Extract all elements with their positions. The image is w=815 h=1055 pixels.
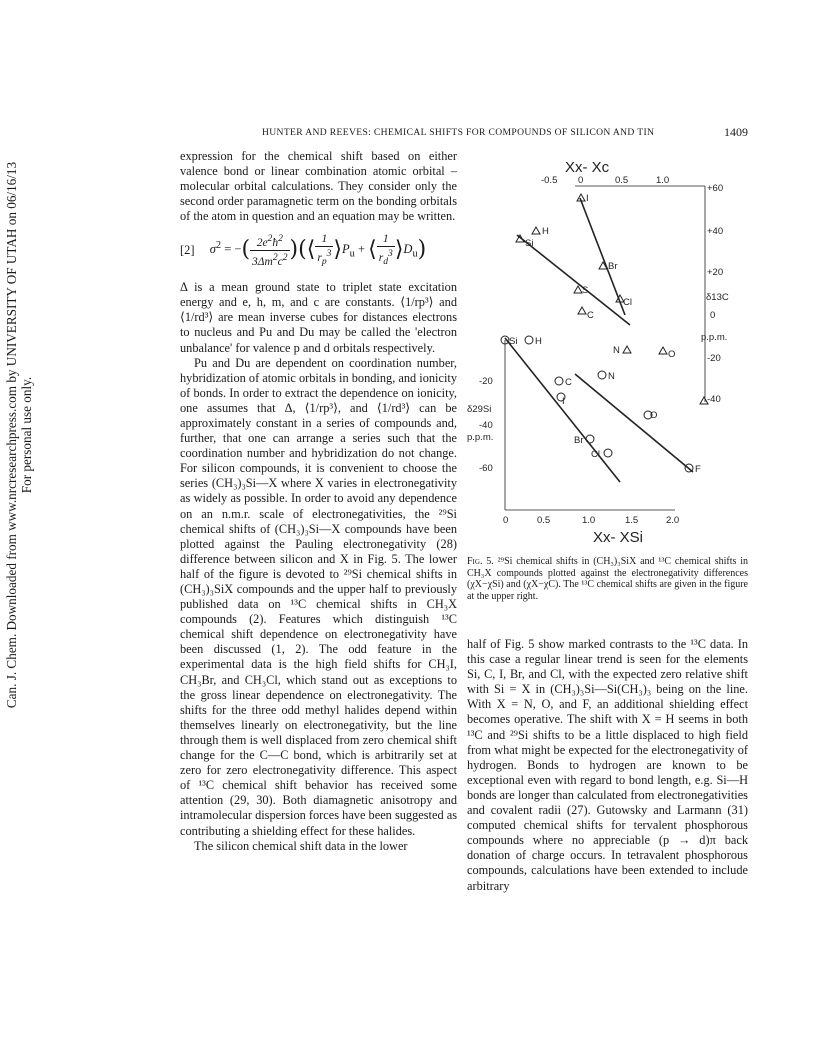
- right-tick-0: 0: [710, 310, 716, 321]
- svg-text:O: O: [650, 410, 658, 421]
- paragraph-silicon-start: The silicon chemical shift data in the lower: [194, 838, 408, 853]
- personal-use-line: For personal use only.: [19, 376, 34, 494]
- svg-text:Cl: Cl: [623, 297, 632, 308]
- right-tick-m40: -40: [707, 394, 721, 405]
- bottom-axis-title: Xx- XSi: [593, 529, 644, 546]
- svg-text:I: I: [586, 193, 589, 204]
- svg-text:H: H: [535, 336, 542, 347]
- c13-point-c: [578, 307, 594, 321]
- left-axis-label: δ29Si: [467, 404, 492, 415]
- equation-number: [2]: [180, 242, 195, 257]
- svg-text:C: C: [587, 310, 594, 321]
- bottom-tick-15: 1.5: [625, 515, 639, 526]
- svg-text:I: I: [562, 396, 565, 407]
- left-axis-unit: p.p.m.: [467, 432, 494, 443]
- page-number: 1409: [724, 125, 748, 139]
- caption-text: ²⁹Si chemical shifts in (CH₃)₃SiX and ¹³C chemical shifts in CH₃X compounds plotted against the electronegativity differences (χX−χSi) and (χX−χC). The ¹³C chemical shifts are given in the figure at the upper right.: [467, 556, 749, 602]
- left-tick-m60: -60: [479, 463, 493, 474]
- paragraph-dependence: Pu and Du are dependent on coordination number, hybridization of atomic orbitals in bonding, and ionicity of bonds. In order to extract the dependence on ionicity, one assumes that Δ, ⟨1/rp³⟩, and ⟨1/rd³⟩ can be approximately constant in a series of compounds and, further, that one can arrange a series such that the coordination number and hybridization do not change. For silicon compounds, it is convenient to choose the series (CH₃)₃Si—X where X varies in electronegativity as widely as possible. In order to avoid any dependence on an n.m.r. scale of electronegativities, the ²⁹Si chemical shifts of (CH₃)₃Si—X compounds have been plotted against the Pauling electronegativity (28) difference between silicon and X in Fig. 5. The lower half of the figure is devoted to ²⁹Si chemical shifts in (CH₃)₃SiX compounds and the upper half to previously published data on ¹³C chemical shifts in CH₃X compounds (2). Features which distinguish ¹³C chemical shift dependence on electronegativity have been discussed (1, 2). The odd feature in the experimental data is the high field shifts for CH₃I, CH₃Br, and CH₃Cl, which stand out as exceptions to the gross linear dependence on electronegativity. The shifts for the three odd methyl halides depend within themselves linearly on electronegativity, but the line through them is well displaced from zero chemical shift change for the C—C bond, which is arbitrarily set at zero for zero electronegativity difference. This aspect of ¹³C chemical shift behavior has received some attention (29, 30). Both diamagnetic anisotropy and intramolecular dispersion forces have been suggested as contributing a shielding effect for these halides.: [180, 355, 457, 838]
- si29-main-trend-line: [505, 338, 620, 482]
- c13-main-trend-line: [517, 235, 630, 325]
- c13-point-br: [599, 261, 618, 272]
- svg-text:C: C: [565, 377, 572, 388]
- svg-text:Br: Br: [608, 261, 618, 272]
- right-tick-m20: -20: [707, 353, 721, 364]
- figure-5-chart: [465, 150, 750, 550]
- running-head: HUNTER AND REEVES: CHEMICAL SHIFTS FOR COMPOUNDS OF SILICON AND TIN: [262, 127, 655, 138]
- top-tick-05: 0.5: [615, 175, 629, 186]
- c13-point-h: [532, 226, 549, 237]
- c13-point-n: [613, 345, 631, 356]
- left-tick-m40: -40: [479, 420, 493, 431]
- si29-point-c: [555, 377, 572, 388]
- figure-label: Fig. 5.: [467, 556, 494, 567]
- right-axis-label: δ13C: [706, 292, 729, 303]
- equation-2: [2] $\sigma^2$ = −( $\frac{2e^2ħ^2}{3\Delta m^2c^2}$ )(⟨ $\frac{1}{r_p^3}$ $⟩P_u$ + ⟨ $\frac{1}{r_d^3}$ $⟩D_u$): [180, 233, 427, 269]
- right-tick-p40: +40: [707, 226, 724, 237]
- right-column: [467, 637, 748, 894]
- right-tick-p20: +20: [707, 267, 724, 278]
- left-column: [180, 149, 457, 854]
- svg-text:S: S: [582, 285, 589, 296]
- bottom-tick-05: 0.5: [537, 515, 551, 526]
- bottom-tick-10: 1.0: [582, 515, 596, 526]
- paragraph-silicon-contrast: half of Fig. 5 show marked contrasts to the ¹³C data. In this case a regular linear trend is seen for the elements Si, C, I, Br, and Cl, with the expected zero relative shift with Si = X in (CH₃)₃Si—Si(CH₃)₃ being on the line. With X = N, O, and F, an additional shielding effect becomes operative. The shift with X = H seems in both ¹³C and ²⁹Si shifts to be a little displaced to high field from what might be expected for the electronegativity of hydrogen. Bonds to hydrogen are known to be exceptional even with regard to bond length, e.g. Si—H bonds are longer than calculated from electronegativities and covalent radii (27). Gutowsky and Larmann (31) computed chemical shifts for tervalent phosphorous compounds where no appreciable (p → d)π back donation of charge occurs. In tetravalent phosphorous compounds, calculations have been extended to include arbitrary: [467, 637, 748, 893]
- svg-text:Cl: Cl: [591, 449, 600, 460]
- si29-point-h: [525, 336, 542, 347]
- svg-text:H: H: [542, 226, 549, 237]
- c13-point-i: [577, 193, 589, 204]
- svg-text:Si: Si: [525, 238, 534, 249]
- figure-5-caption: [467, 556, 748, 602]
- svg-text:O: O: [668, 349, 676, 360]
- si29-point-o: [644, 410, 657, 421]
- c13-point-s: [574, 285, 588, 296]
- paragraph-intro: expression for the chemical shift based on either valence bond or linear combination atomic orbital – molecular orbital calculations. They consider only the second order paramagnetic term on the bonding orbitals of the atom in question and an equation may be written.: [180, 149, 457, 224]
- svg-text:F: F: [695, 464, 701, 475]
- top-tick-10: 1.0: [656, 175, 670, 186]
- right-axis-unit: p.p.m.: [701, 332, 728, 343]
- top-axis-title: Xx- Xc: [565, 159, 610, 176]
- si29-point-n: [598, 371, 615, 382]
- top-tick-0: 0: [578, 175, 584, 186]
- svg-text:Si: Si: [509, 336, 518, 347]
- bottom-tick-20: 2.0: [666, 515, 680, 526]
- top-tick-neg05: -0.5: [541, 175, 558, 186]
- left-tick-m20: -20: [479, 376, 493, 387]
- download-source-line: Can. J. Chem. Downloaded from www.nrcresearchpress.com by UNIVERSITY OF UTAH on 06/16/13: [4, 161, 19, 709]
- download-notice: [4, 162, 34, 708]
- c13-point-cl: [616, 295, 632, 308]
- c13-point-o: [659, 347, 675, 360]
- si29-point-f: [685, 464, 701, 475]
- paragraph-definitions: Δ is a mean ground state to triplet state excitation energy and e, h, m, and c are constants. ⟨1/rp³⟩ and ⟨1/rd³⟩ are mean inverse cubes for distances electrons to nucleus and Pu and Du may be called the 'electron unbalance' for valence p and d orbitals respectively.: [180, 280, 457, 355]
- svg-text:Br: Br: [574, 435, 584, 446]
- bottom-tick-0: 0: [503, 515, 509, 526]
- svg-text:N: N: [608, 371, 615, 382]
- download-watermark: [2, 161, 36, 709]
- si29-point-si: [501, 336, 517, 347]
- right-tick-p60: +60: [707, 183, 724, 194]
- svg-text:N: N: [613, 345, 620, 356]
- c13-point-si: [516, 235, 533, 249]
